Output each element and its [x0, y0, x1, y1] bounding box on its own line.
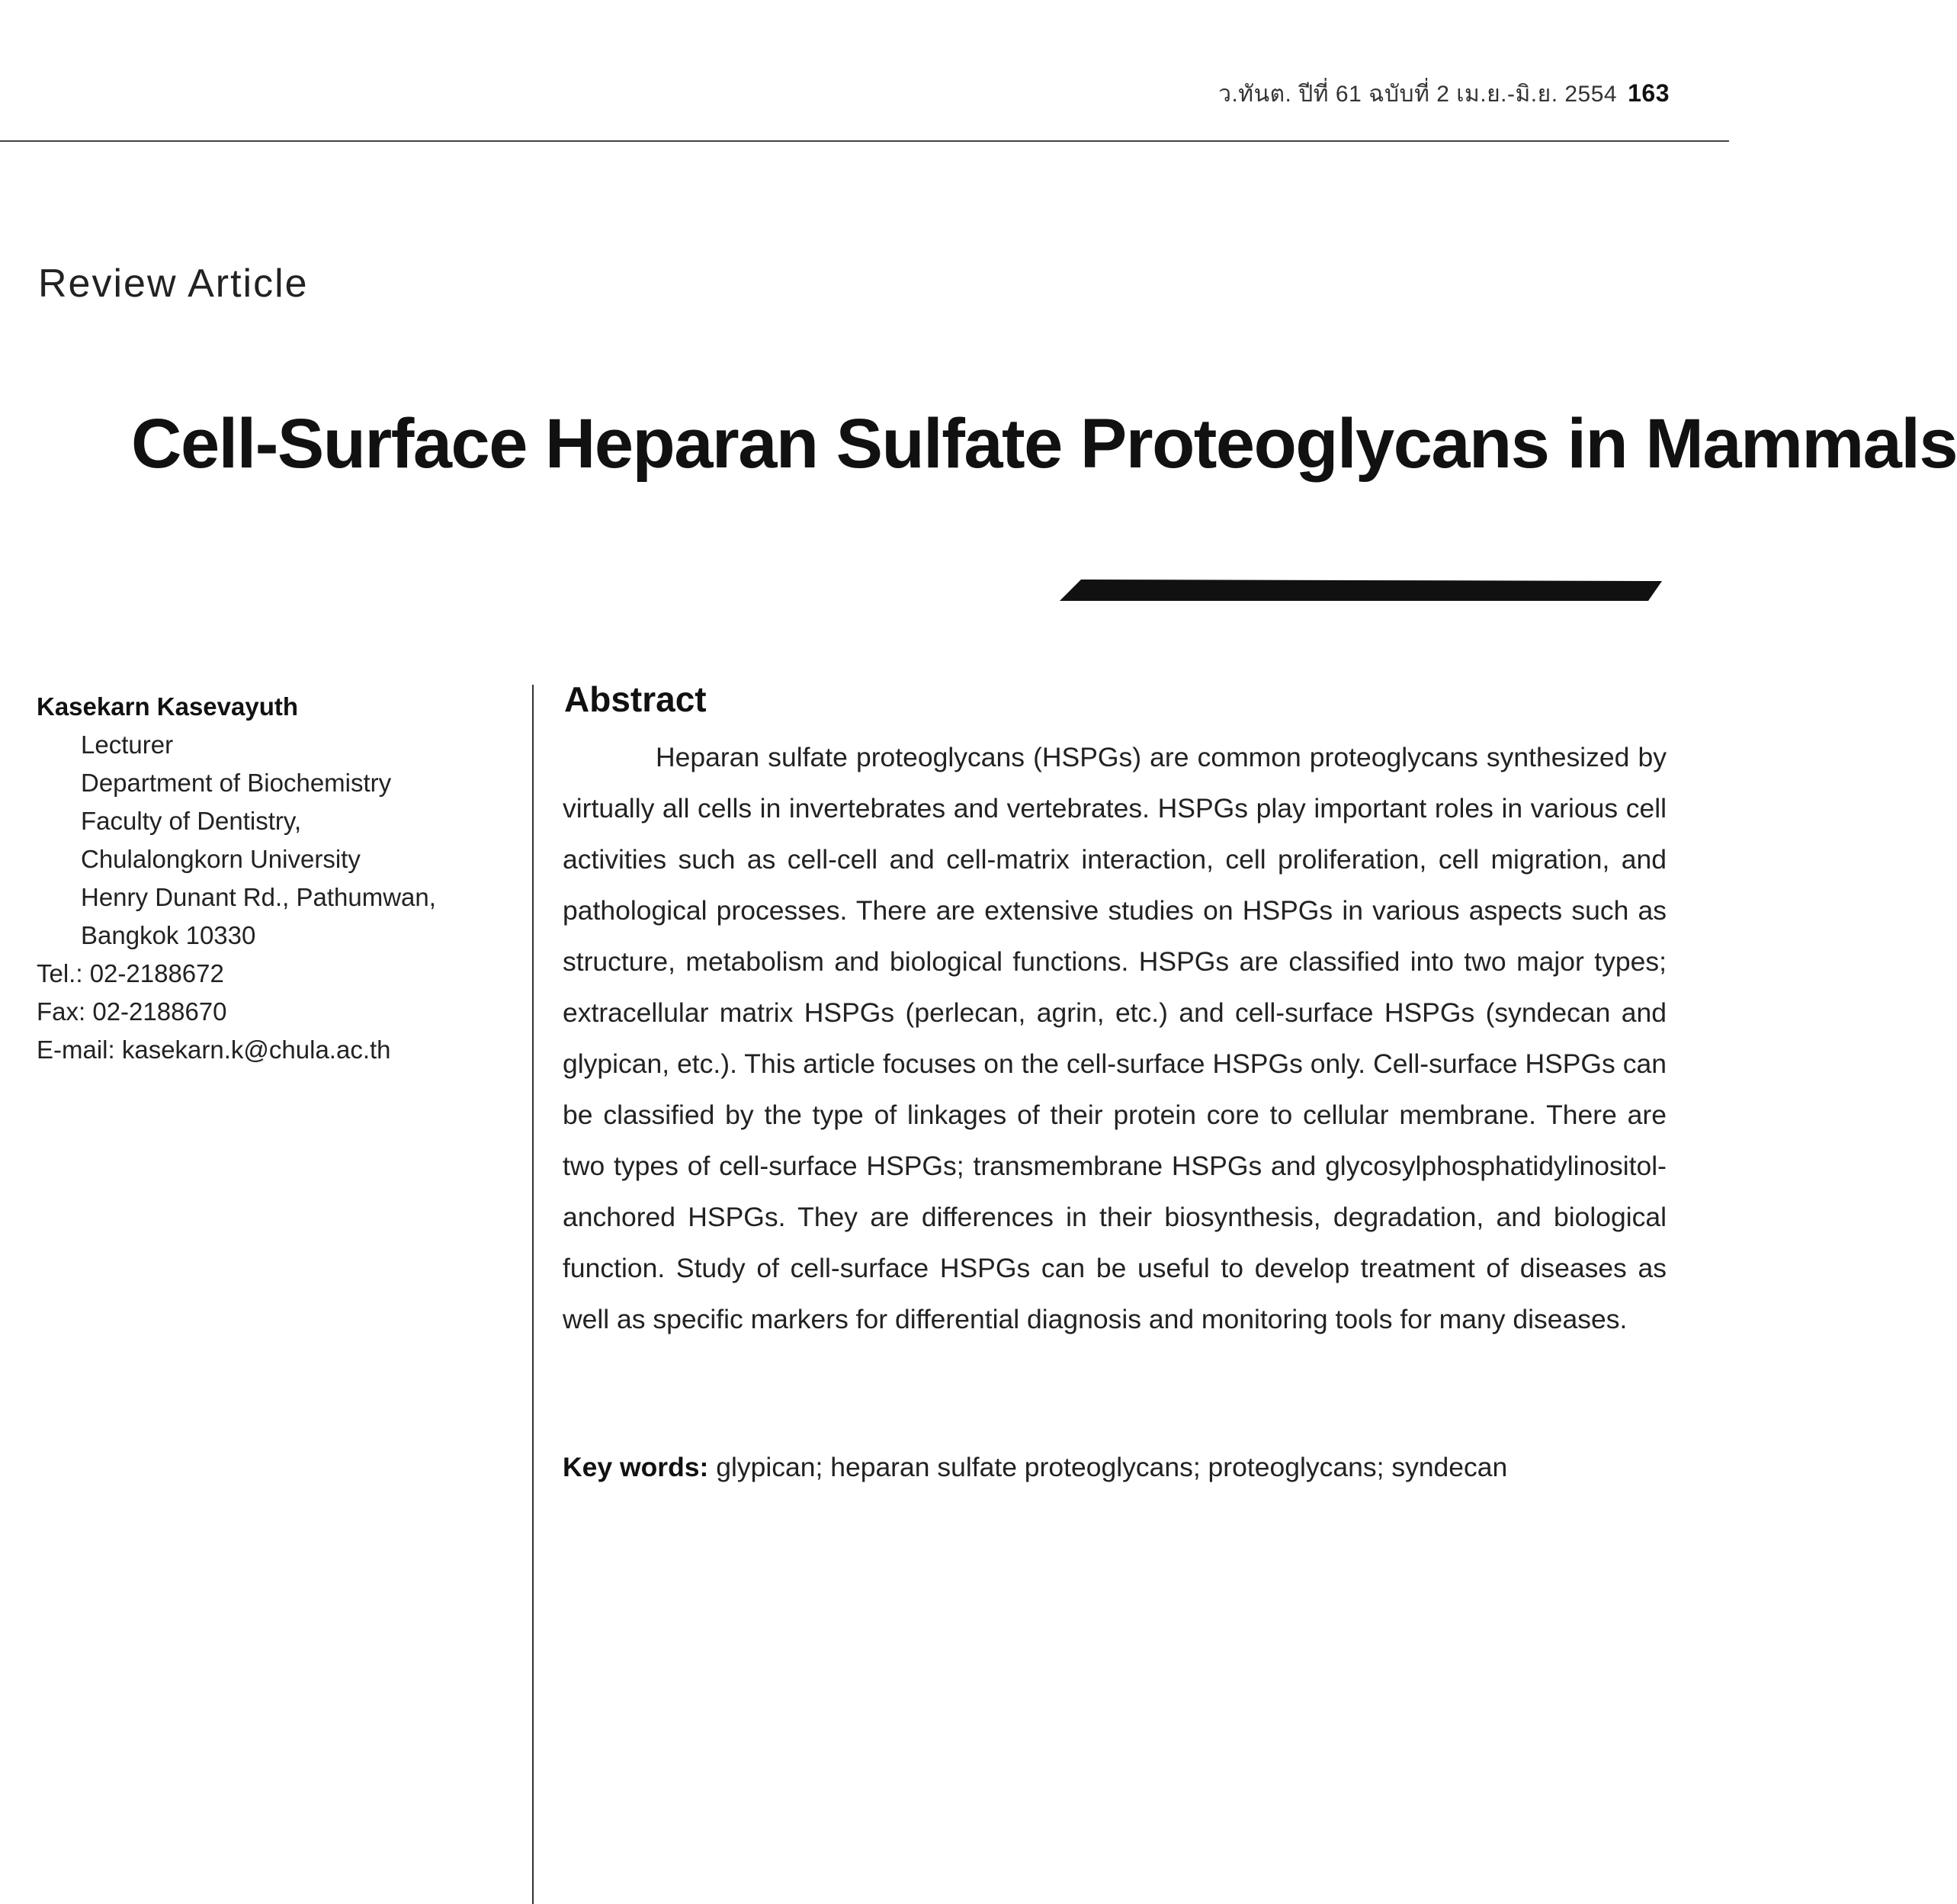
article-type: Review Article — [38, 262, 309, 306]
author-fax: Fax: 02-2188670 — [37, 997, 227, 1026]
article-title: Cell-Surface Heparan Sulfate Proteoglycans in Mammals — [131, 405, 1957, 483]
header-rule — [0, 140, 1729, 142]
author-tel: Tel.: 02-2188672 — [37, 959, 224, 987]
running-header — [1218, 76, 1670, 112]
title-decoration-bar — [1060, 580, 1662, 601]
journal-info: ว.ทันต. ปีที่ 61 ฉบับที่ 2 เม.ย.-มิ.ย. 2554 — [1218, 82, 1618, 107]
author-name: Kasekarn Kasevayuth — [37, 692, 299, 721]
affiliation-line: Lecturer — [81, 730, 174, 759]
affiliation-line: Department of Biochemistry — [81, 769, 392, 797]
page-number: 163 — [1628, 79, 1670, 107]
affiliation-line: Henry Dunant Rd., Pathumwan, — [81, 883, 436, 911]
abstract-body: Heparan sulfate proteoglycans (HSPGs) are common proteoglycans synthesized by virtually all cells in invertebrates and vertebrates. HSPGs play important roles in various cell activities such as cell-cell and cell-matrix interaction, cell proliferation, cell migration, and pathological processes. There are extensive studies on HSPGs in various aspects such as structure, metabolism and biological functions. HSPGs are classified into two major types; extracellular matrix HSPGs (perlecan, agrin, etc.) and cell-surface HSPGs (syndecan and glypican, etc.). This article focuses on the cell-surface HSPGs only. Cell-surface HSPGs can be classified by the type of linkages of their protein core to cellular membrane. There are two types of cell-surface HSPGs; transmembrane HSPGs and glycosylphosphatidylinositol-anchored HSPGs. They are differences in their biosynthesis, degradation, and biological function. Study of cell-surface HSPGs can be useful to develop treatment of diseases as well as specific markers for differential diagnosis and monitoring tools for many diseases. — [563, 742, 1667, 1334]
author-block — [37, 688, 525, 1069]
affiliation-line: Faculty of Dentistry, — [81, 807, 302, 835]
keywords-label: Key words: — [563, 1452, 709, 1482]
author-email: E-mail: kasekarn.k@chula.ac.th — [37, 1035, 391, 1064]
keywords — [563, 1452, 1667, 1483]
abstract-heading: Abstract — [564, 679, 707, 719]
column-divider — [532, 685, 534, 1904]
affiliation-line: Chulalongkorn University — [81, 845, 361, 873]
affiliation-line: Bangkok 10330 — [81, 921, 256, 949]
keywords-text: glypican; heparan sulfate proteoglycans; proteoglycans; syndecan — [716, 1452, 1508, 1482]
